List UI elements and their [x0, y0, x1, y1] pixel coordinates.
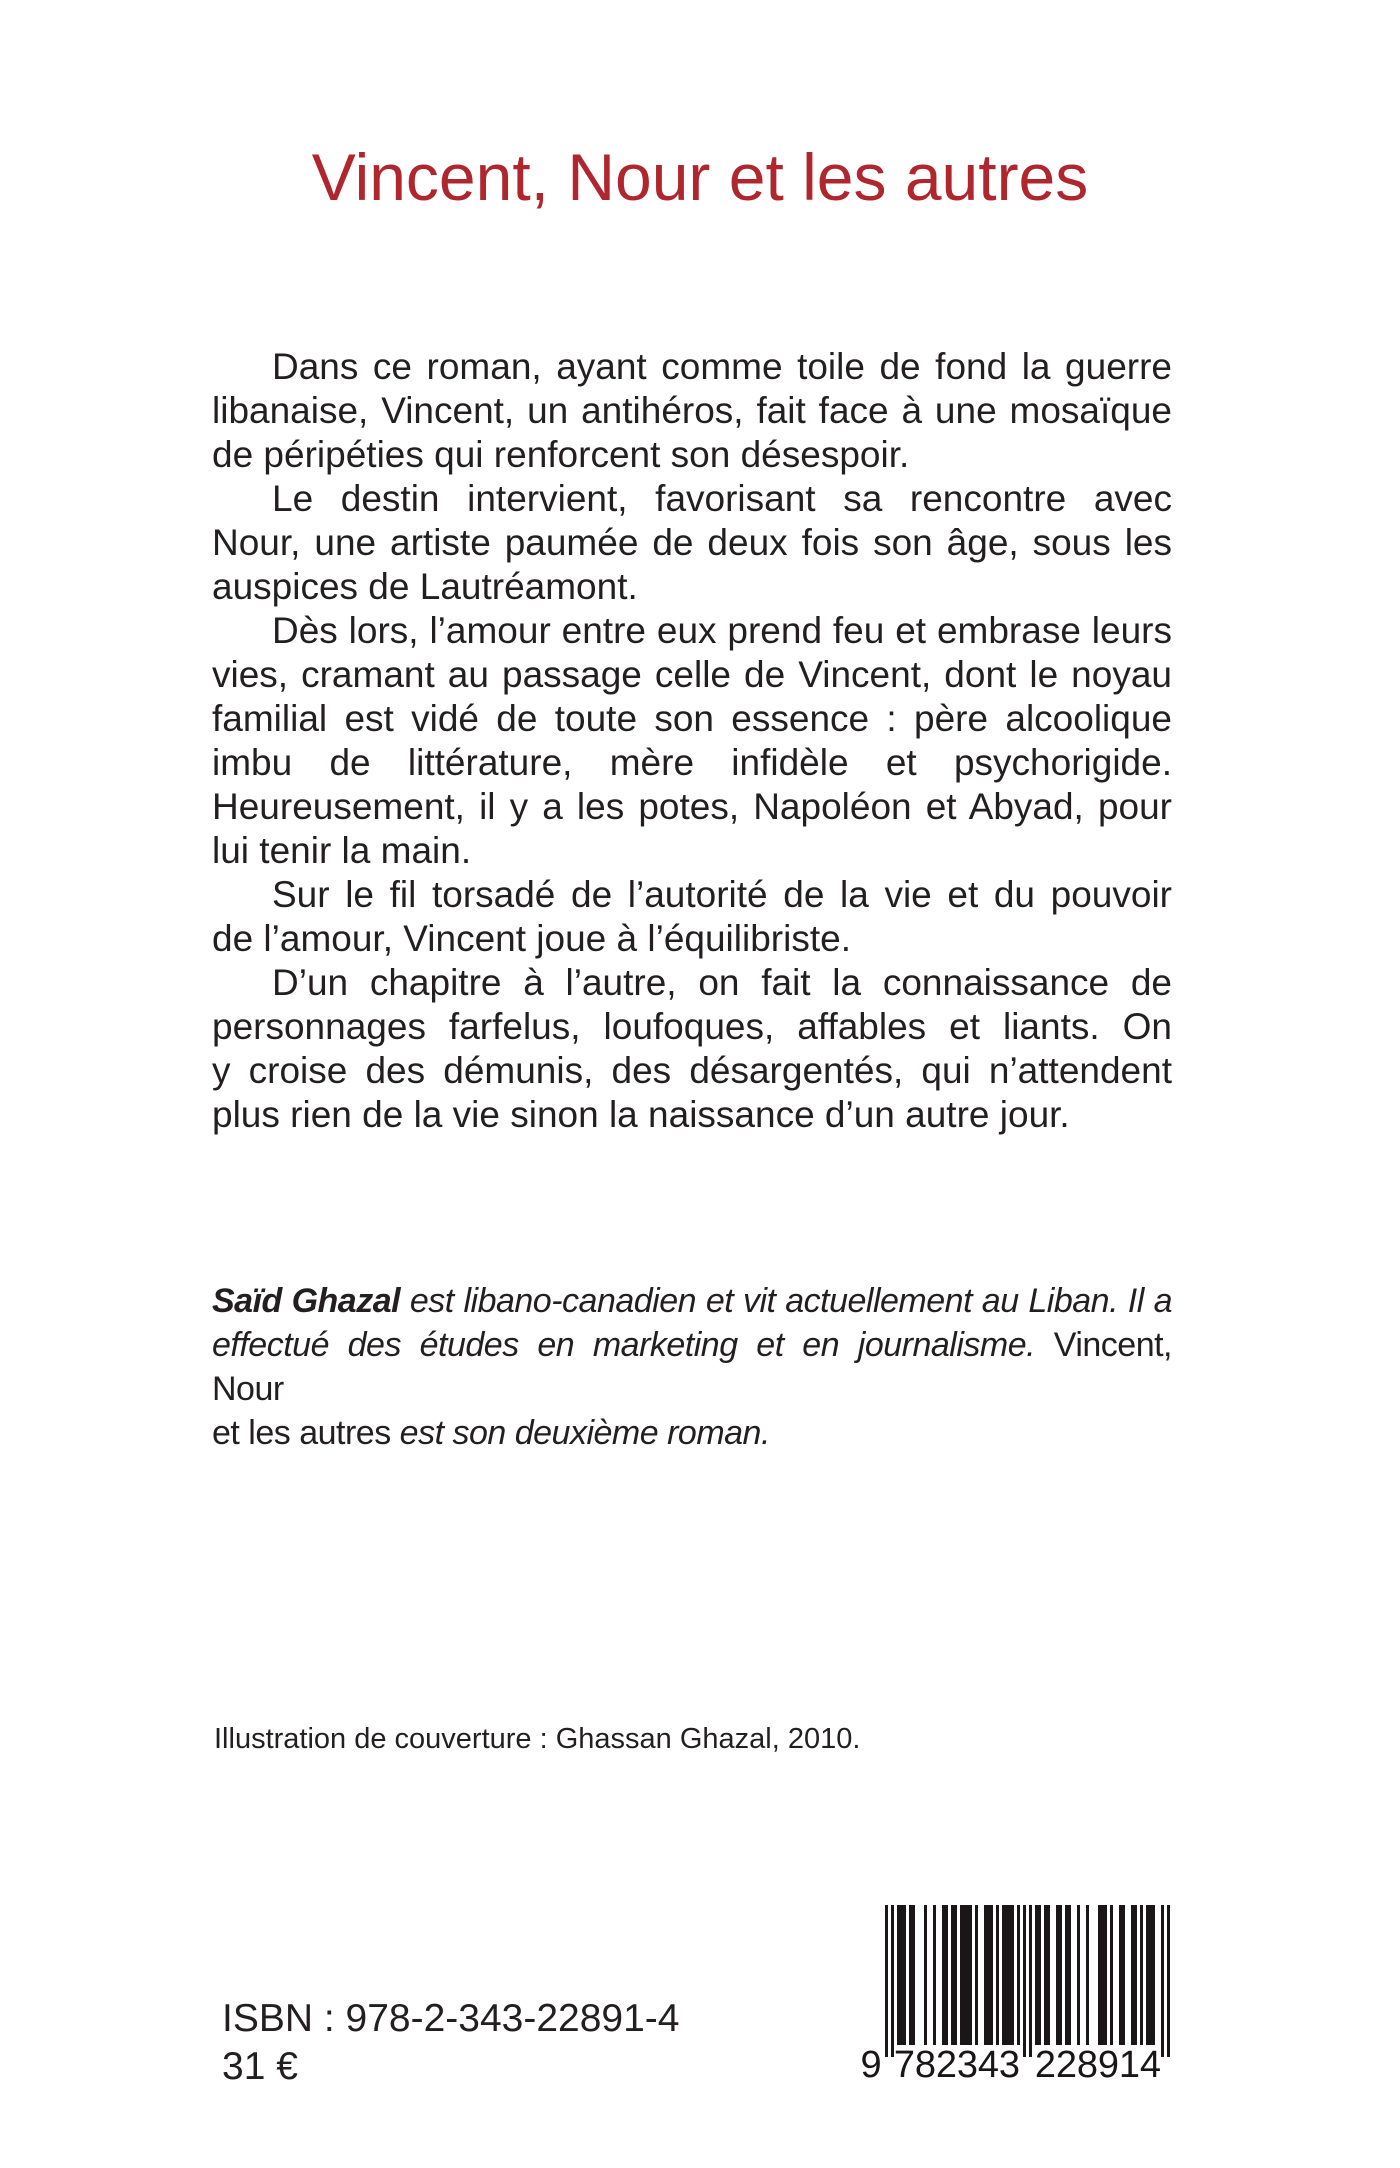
paragraph	[212, 609, 1172, 873]
barcode-bar	[903, 1905, 906, 2045]
text-line: de péripéties qui renforcent son désespoir.	[212, 434, 910, 475]
text-line: Heureusement, il y a les potes, Napoléon et Abyad, pour	[212, 786, 1172, 827]
barcode-bar	[960, 1905, 963, 2045]
barcode-bar	[1047, 1905, 1050, 2045]
barcode-digit: 4	[1139, 2044, 1162, 2086]
barcode-bar	[1149, 1905, 1152, 2045]
barcode-bar	[969, 1905, 972, 2045]
barcode-bar	[966, 1905, 969, 2045]
barcode-bar	[1146, 1905, 1149, 2045]
bio-line	[212, 1279, 1172, 1323]
barcode-svg	[855, 1905, 1170, 2086]
barcode-digit: 8	[1076, 2044, 1099, 2086]
barcode-bar	[1059, 1905, 1062, 2045]
barcode-bar	[1119, 1905, 1122, 2045]
isbn-block	[222, 1995, 679, 2091]
barcode-bar	[1008, 1905, 1011, 2045]
barcode-digit: 2	[935, 2044, 958, 2086]
barcode-bar	[1017, 1905, 1020, 2045]
barcode-bar	[963, 1905, 966, 2045]
barcode-digit: 3	[956, 2044, 979, 2086]
bio-segment: Saïd Ghazal	[212, 1282, 401, 1320]
text-line: D’un chapitre à l’autre, on fait la connaissance de	[272, 962, 1172, 1003]
barcode-bar	[1101, 1905, 1104, 2045]
barcode-digit: 9	[860, 2044, 882, 2086]
barcode-digit: 2	[1034, 2044, 1057, 2086]
barcode	[855, 1905, 1170, 2086]
text-line: Le destin intervient, favorisant sa rencontre avec	[272, 478, 1172, 519]
bio-segment: Vincent, Nour	[212, 1326, 1172, 1408]
paragraph	[212, 873, 1172, 961]
text-line: Nour, une artiste paumée de deux fois son âge, sous les	[212, 522, 1172, 563]
barcode-bar	[924, 1905, 927, 2045]
text-line: familial est vidé de toute son essence : père alcoolique	[212, 698, 1172, 739]
barcode-bar	[912, 1905, 915, 2045]
barcode-bar	[1068, 1905, 1071, 2045]
barcode-bar	[1110, 1905, 1113, 2045]
barcode-bar	[891, 1905, 894, 2057]
barcode-bar	[1065, 1905, 1068, 2045]
barcode-digit: 9	[1097, 2044, 1120, 2086]
barcode-digit: 7	[893, 2044, 916, 2086]
text-line: Dès lors, l’amour entre eux prend feu et embrase leurs	[272, 610, 1172, 651]
barcode-bar	[1077, 1905, 1080, 2045]
text-line: imbu de littérature, mère infidèle et psychorigide.	[212, 742, 1172, 783]
barcode-bar	[975, 1905, 978, 2045]
text-line: plus rien de la vie sinon la naissance d’un autre jour.	[212, 1094, 1070, 1135]
paragraph	[212, 345, 1172, 477]
barcode-digit: 2	[1055, 2044, 1078, 2086]
text-line: personnages farfelus, loufoques, affables et liants. On	[212, 1006, 1172, 1047]
barcode-bar	[1029, 1905, 1032, 2057]
author-bio	[212, 1279, 1172, 1455]
barcode-bar	[1104, 1905, 1107, 2045]
barcode-bar	[942, 1905, 945, 2045]
book-title: Vincent, Nour et les autres	[311, 140, 1089, 214]
text-line: lui tenir la main.	[212, 830, 472, 871]
barcode-bar	[990, 1905, 993, 2045]
barcode-bar	[951, 1905, 954, 2045]
text-line: libanaise, Vincent, un antihéros, fait face à une mosaïque	[212, 390, 1172, 431]
barcode-bar	[1056, 1905, 1059, 2045]
text-line: vies, cramant au passage celle de Vincent, dont le noyau	[212, 654, 1172, 695]
paragraph	[212, 961, 1172, 1137]
barcode-bar	[1161, 1905, 1164, 2057]
isbn-text: ISBN : 978-2-343-22891-4	[222, 1997, 680, 2040]
bio-segment: est libano-canadien et vit actuellement au Liban. Il a	[400, 1282, 1172, 1320]
barcode-digit: 4	[977, 2044, 1000, 2086]
barcode-bar	[1167, 1905, 1170, 2057]
barcode-bar	[1011, 1905, 1014, 2045]
bio-segment: effectué des études en marketing et en journalisme.	[212, 1326, 1036, 1364]
paragraph	[212, 477, 1172, 609]
bio-line	[212, 1323, 1172, 1411]
text-line: y croise des démunis, des désargentés, qui n’attendent	[212, 1050, 1172, 1091]
barcode-bar	[933, 1905, 936, 2045]
barcode-bar	[1005, 1905, 1008, 2045]
barcode-bar	[1140, 1905, 1143, 2045]
bio-segment: est son deuxième roman.	[399, 1414, 770, 1452]
illustration-credit: Illustration de couverture : Ghassan Ghazal, 2010.	[214, 1723, 861, 1755]
barcode-bar	[984, 1905, 987, 2045]
barcode-bar	[1002, 1905, 1005, 2045]
barcode-bar	[885, 1905, 888, 2057]
barcode-digit: 8	[914, 2044, 937, 2086]
barcode-bar	[1023, 1905, 1026, 2057]
barcode-bar	[987, 1905, 990, 2045]
barcode-bar	[909, 1905, 912, 2045]
bio-segment: et les autres	[212, 1414, 400, 1452]
barcode-bar	[1134, 1905, 1137, 2045]
bio-line	[212, 1411, 1172, 1455]
barcode-bar	[1086, 1905, 1089, 2045]
barcode-bar	[1038, 1905, 1041, 2045]
text-line: de l’amour, Vincent joue à l’équilibriste.	[212, 918, 851, 959]
barcode-bar	[1131, 1905, 1134, 2045]
barcode-bar	[897, 1905, 900, 2045]
text-line: Sur le fil torsadé de l’autorité de la vie et du pouvoir	[272, 874, 1172, 915]
barcode-bar	[1035, 1905, 1038, 2045]
barcode-bar	[954, 1905, 957, 2045]
barcode-bar	[945, 1905, 948, 2045]
barcode-bar	[996, 1905, 999, 2045]
text-line: auspices de Lautréamont.	[212, 566, 638, 607]
price-text: 31 €	[222, 2045, 298, 2088]
barcode-bar	[1122, 1905, 1125, 2045]
barcode-digit: 1	[1118, 2044, 1141, 2086]
barcode-bar	[1044, 1905, 1047, 2045]
barcode-bar	[1098, 1905, 1101, 2045]
synopsis	[212, 345, 1172, 1137]
barcode-digit: 3	[998, 2044, 1021, 2086]
barcode-bar	[1152, 1905, 1155, 2045]
text-line: Dans ce roman, ayant comme toile de fond la guerre	[272, 346, 1172, 387]
barcode-bar	[900, 1905, 903, 2045]
